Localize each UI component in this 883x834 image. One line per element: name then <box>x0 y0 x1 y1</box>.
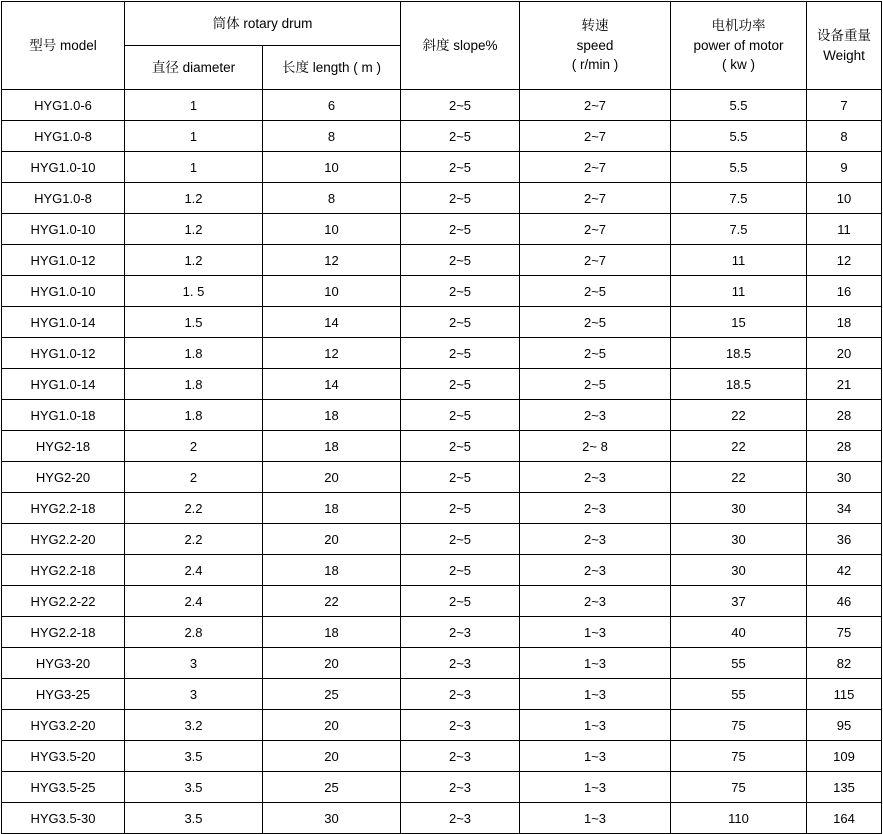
cell-diameter: 1.8 <box>125 400 263 431</box>
cell-diameter: 3.5 <box>125 772 263 803</box>
cell-slope: 2~5 <box>401 90 520 121</box>
cell-diameter: 1 <box>125 121 263 152</box>
cell-speed: 1~3 <box>520 741 671 772</box>
table-row <box>2 369 882 400</box>
cell-model: HYG1.0-8 <box>2 183 125 214</box>
column-header-drum-group: 筒体 rotary drum <box>125 2 401 46</box>
cell-speed: 2~5 <box>520 276 671 307</box>
table-row <box>2 214 882 245</box>
cell-weight: 9 <box>807 152 882 183</box>
cell-slope: 2~5 <box>401 214 520 245</box>
cell-diameter: 2.8 <box>125 617 263 648</box>
cell-slope: 2~5 <box>401 121 520 152</box>
cell-slope: 2~5 <box>401 152 520 183</box>
cell-slope: 2~5 <box>401 245 520 276</box>
cell-diameter: 1 <box>125 152 263 183</box>
cell-speed: 2~ 8 <box>520 431 671 462</box>
cell-weight: 109 <box>807 741 882 772</box>
cell-weight: 75 <box>807 617 882 648</box>
cell-speed: 2~5 <box>520 307 671 338</box>
cell-weight: 18 <box>807 307 882 338</box>
cell-weight: 82 <box>807 648 882 679</box>
cell-length: 20 <box>263 462 401 493</box>
cell-speed: 2~7 <box>520 90 671 121</box>
cell-speed: 1~3 <box>520 648 671 679</box>
cell-diameter: 3.5 <box>125 741 263 772</box>
column-header-diameter: 直径 diameter <box>125 46 263 90</box>
cell-power: 18.5 <box>671 369 807 400</box>
table-row <box>2 183 882 214</box>
cell-length: 25 <box>263 772 401 803</box>
cell-weight: 8 <box>807 121 882 152</box>
cell-model: HYG2.2-22 <box>2 586 125 617</box>
cell-diameter: 2.2 <box>125 493 263 524</box>
cell-length: 18 <box>263 493 401 524</box>
column-header-speed-line3: ( r/min ) <box>571 57 619 73</box>
cell-speed: 1~3 <box>520 617 671 648</box>
cell-power: 7.5 <box>671 214 807 245</box>
cell-model: HYG2.2-18 <box>2 617 125 648</box>
cell-speed: 2~7 <box>520 214 671 245</box>
cell-length: 18 <box>263 555 401 586</box>
table-row <box>2 648 882 679</box>
cell-length: 8 <box>263 121 401 152</box>
cell-slope: 2~5 <box>401 400 520 431</box>
cell-power: 11 <box>671 276 807 307</box>
cell-slope: 2~3 <box>401 679 520 710</box>
table-row <box>2 741 882 772</box>
cell-speed: 2~5 <box>520 338 671 369</box>
cell-length: 14 <box>263 307 401 338</box>
cell-weight: 28 <box>807 431 882 462</box>
table-row <box>2 679 882 710</box>
column-header-power <box>671 2 807 90</box>
cell-power: 30 <box>671 524 807 555</box>
table-row <box>2 710 882 741</box>
cell-speed: 2~3 <box>520 462 671 493</box>
table-row <box>2 586 882 617</box>
cell-power: 30 <box>671 555 807 586</box>
column-header-slope: 斜度 slope% <box>401 2 520 90</box>
cell-weight: 164 <box>807 803 882 834</box>
cell-length: 18 <box>263 431 401 462</box>
cell-model: HYG1.0-10 <box>2 152 125 183</box>
table-row <box>2 617 882 648</box>
cell-model: HYG1.0-12 <box>2 338 125 369</box>
cell-speed: 2~7 <box>520 183 671 214</box>
cell-diameter: 1.5 <box>125 307 263 338</box>
cell-power: 55 <box>671 679 807 710</box>
cell-speed: 2~7 <box>520 245 671 276</box>
table-row <box>2 524 882 555</box>
cell-length: 10 <box>263 214 401 245</box>
cell-length: 10 <box>263 276 401 307</box>
cell-speed: 1~3 <box>520 772 671 803</box>
cell-slope: 2~5 <box>401 586 520 617</box>
cell-slope: 2~3 <box>401 772 520 803</box>
cell-weight: 16 <box>807 276 882 307</box>
cell-power: 18.5 <box>671 338 807 369</box>
cell-slope: 2~3 <box>401 741 520 772</box>
cell-length: 14 <box>263 369 401 400</box>
cell-length: 18 <box>263 617 401 648</box>
cell-weight: 21 <box>807 369 882 400</box>
cell-diameter: 1.2 <box>125 183 263 214</box>
cell-power: 22 <box>671 400 807 431</box>
cell-model: HYG1.0-14 <box>2 307 125 338</box>
cell-model: HYG3.5-20 <box>2 741 125 772</box>
cell-length: 20 <box>263 524 401 555</box>
cell-model: HYG1.0-14 <box>2 369 125 400</box>
cell-length: 20 <box>263 741 401 772</box>
cell-power: 22 <box>671 462 807 493</box>
cell-length: 25 <box>263 679 401 710</box>
cell-weight: 34 <box>807 493 882 524</box>
table-row <box>2 431 882 462</box>
cell-model: HYG3-25 <box>2 679 125 710</box>
cell-slope: 2~5 <box>401 307 520 338</box>
column-header-length: 长度 length ( m ) <box>263 46 401 90</box>
cell-speed: 1~3 <box>520 710 671 741</box>
column-header-power-line3: ( kw ) <box>722 57 755 73</box>
cell-slope: 2~5 <box>401 276 520 307</box>
cell-slope: 2~5 <box>401 183 520 214</box>
cell-diameter: 1. 5 <box>125 276 263 307</box>
cell-power: 30 <box>671 493 807 524</box>
cell-diameter: 3.5 <box>125 803 263 834</box>
table-row <box>2 338 882 369</box>
cell-power: 22 <box>671 431 807 462</box>
cell-slope: 2~5 <box>401 524 520 555</box>
cell-model: HYG1.0-12 <box>2 245 125 276</box>
cell-speed: 2~3 <box>520 555 671 586</box>
header-row-top <box>2 2 882 46</box>
table-row <box>2 121 882 152</box>
table-body <box>2 90 882 834</box>
column-header-weight-line1: 设备重量 <box>817 27 871 43</box>
cell-model: HYG1.0-10 <box>2 214 125 245</box>
table-row <box>2 400 882 431</box>
cell-length: 10 <box>263 152 401 183</box>
cell-weight: 115 <box>807 679 882 710</box>
column-header-speed <box>520 2 671 90</box>
table-row <box>2 772 882 803</box>
column-header-speed-line2: speed <box>576 37 614 53</box>
cell-model: HYG3.2-20 <box>2 710 125 741</box>
cell-speed: 2~3 <box>520 586 671 617</box>
column-header-power-line1: 电机功率 <box>711 18 766 34</box>
cell-weight: 36 <box>807 524 882 555</box>
table-row <box>2 555 882 586</box>
column-header-power-line2: power of motor <box>693 37 784 53</box>
table-header <box>2 2 882 90</box>
cell-weight: 28 <box>807 400 882 431</box>
cell-length: 6 <box>263 90 401 121</box>
cell-length: 20 <box>263 648 401 679</box>
cell-speed: 2~3 <box>520 493 671 524</box>
cell-power: 5.5 <box>671 121 807 152</box>
table-row <box>2 462 882 493</box>
cell-power: 75 <box>671 741 807 772</box>
cell-weight: 135 <box>807 772 882 803</box>
cell-power: 75 <box>671 772 807 803</box>
cell-length: 22 <box>263 586 401 617</box>
cell-diameter: 3 <box>125 648 263 679</box>
cell-diameter: 2.2 <box>125 524 263 555</box>
cell-slope: 2~5 <box>401 431 520 462</box>
cell-speed: 1~3 <box>520 803 671 834</box>
table-row <box>2 90 882 121</box>
column-header-model: 型号 model <box>2 2 125 90</box>
column-header-weight-line2: Weight <box>823 47 865 63</box>
cell-diameter: 1.8 <box>125 369 263 400</box>
table-row <box>2 276 882 307</box>
cell-model: HYG1.0-18 <box>2 400 125 431</box>
cell-diameter: 1 <box>125 90 263 121</box>
table-row <box>2 245 882 276</box>
cell-diameter: 1.8 <box>125 338 263 369</box>
cell-model: HYG3.5-30 <box>2 803 125 834</box>
cell-model: HYG1.0-10 <box>2 276 125 307</box>
cell-slope: 2~5 <box>401 493 520 524</box>
cell-length: 20 <box>263 710 401 741</box>
column-header-speed-line1: 转速 <box>581 18 609 34</box>
cell-power: 11 <box>671 245 807 276</box>
cell-model: HYG2.2-18 <box>2 555 125 586</box>
table-row <box>2 152 882 183</box>
cell-slope: 2~5 <box>401 462 520 493</box>
cell-slope: 2~5 <box>401 338 520 369</box>
cell-power: 75 <box>671 710 807 741</box>
cell-weight: 7 <box>807 90 882 121</box>
cell-speed: 2~5 <box>520 369 671 400</box>
cell-diameter: 2 <box>125 462 263 493</box>
cell-power: 5.5 <box>671 90 807 121</box>
cell-weight: 12 <box>807 245 882 276</box>
cell-model: HYG3-20 <box>2 648 125 679</box>
cell-power: 5.5 <box>671 152 807 183</box>
column-header-weight <box>807 2 882 90</box>
cell-diameter: 3 <box>125 679 263 710</box>
cell-model: HYG2-20 <box>2 462 125 493</box>
cell-weight: 11 <box>807 214 882 245</box>
cell-length: 30 <box>263 803 401 834</box>
cell-weight: 10 <box>807 183 882 214</box>
table-row <box>2 307 882 338</box>
cell-diameter: 2.4 <box>125 586 263 617</box>
cell-power: 15 <box>671 307 807 338</box>
cell-diameter: 1.2 <box>125 214 263 245</box>
cell-slope: 2~3 <box>401 617 520 648</box>
cell-model: HYG1.0-6 <box>2 90 125 121</box>
table-row <box>2 803 882 834</box>
cell-model: HYG2.2-18 <box>2 493 125 524</box>
cell-speed: 2~3 <box>520 400 671 431</box>
cell-model: HYG3.5-25 <box>2 772 125 803</box>
cell-length: 12 <box>263 245 401 276</box>
cell-speed: 1~3 <box>520 679 671 710</box>
cell-weight: 30 <box>807 462 882 493</box>
cell-slope: 2~3 <box>401 803 520 834</box>
cell-diameter: 1.2 <box>125 245 263 276</box>
cell-length: 18 <box>263 400 401 431</box>
cell-slope: 2~5 <box>401 555 520 586</box>
cell-speed: 2~7 <box>520 121 671 152</box>
cell-power: 110 <box>671 803 807 834</box>
cell-slope: 2~5 <box>401 369 520 400</box>
specification-table <box>1 1 882 834</box>
cell-speed: 2~7 <box>520 152 671 183</box>
cell-power: 40 <box>671 617 807 648</box>
table-row <box>2 493 882 524</box>
cell-length: 12 <box>263 338 401 369</box>
cell-diameter: 2 <box>125 431 263 462</box>
cell-model: HYG2.2-20 <box>2 524 125 555</box>
cell-length: 8 <box>263 183 401 214</box>
cell-diameter: 3.2 <box>125 710 263 741</box>
cell-slope: 2~3 <box>401 648 520 679</box>
cell-weight: 42 <box>807 555 882 586</box>
cell-power: 37 <box>671 586 807 617</box>
cell-weight: 95 <box>807 710 882 741</box>
cell-diameter: 2.4 <box>125 555 263 586</box>
cell-power: 55 <box>671 648 807 679</box>
cell-slope: 2~3 <box>401 710 520 741</box>
cell-model: HYG1.0-8 <box>2 121 125 152</box>
cell-model: HYG2-18 <box>2 431 125 462</box>
cell-weight: 20 <box>807 338 882 369</box>
cell-power: 7.5 <box>671 183 807 214</box>
cell-weight: 46 <box>807 586 882 617</box>
cell-speed: 2~3 <box>520 524 671 555</box>
